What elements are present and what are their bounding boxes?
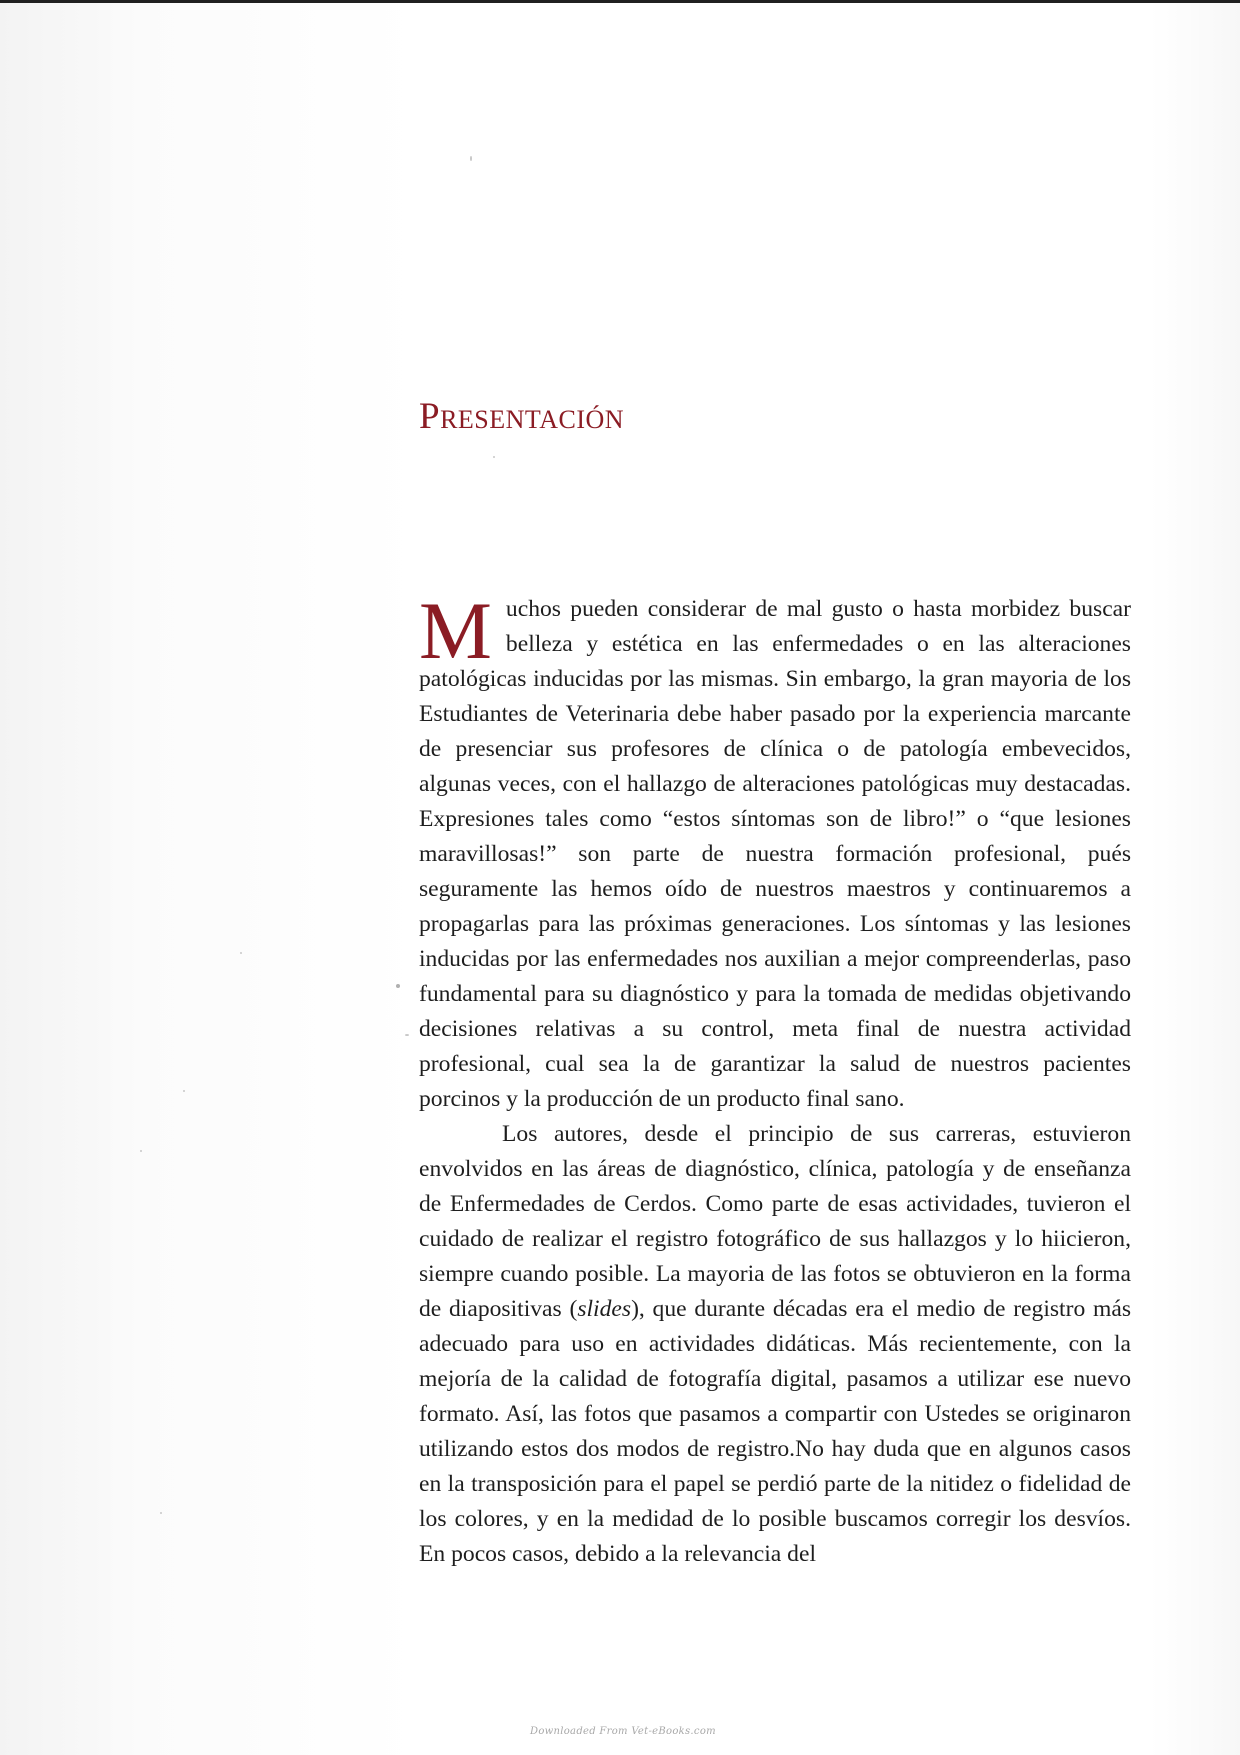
paragraph-2-italic: slides [577, 1296, 632, 1322]
paragraph-2-text-a: Los autores, desde el principio de sus carreras, estuvieron envolvidos en las áreas de diagnóstico, clínica, patología y de enseñanza de Enfermedades de Cerdos. Como parte de esas actividades, tuvieron el cuidado de realizar el registro fotográfico de sus hallazgos y lo hiicieron, siempre cuando posible. La mayoria de las fotos se obtuvieron en la forma de diapositivas ( [419, 1121, 1131, 1322]
footer-watermark: Downloaded From Vet-eBooks.com [530, 1726, 716, 1737]
paragraph-2-text-b: ), que durante décadas era el medio de registro más adecuado para uso en actividades didáticas. Más recientemente, con la mejoría de la calidad de fotografía digital, pasamos a utilizar ese nuevo formato. Así, las fotos que pasamos a compartir con Ustedes se originaron utilizando estos dos modos de registro.No hay duda que en algunos casos en la transposición para el papel se perdió parte de la nitidez o fidelidad de los colores, y en la medidad de lo posible buscamos corregir los desvíos. En pocos casos, debido a la relevancia del [419, 1296, 1132, 1567]
scan-speck [160, 1512, 162, 1514]
scan-speck [240, 952, 242, 954]
scan-speck [183, 1090, 185, 1092]
scan-speck [396, 984, 400, 988]
scan-speck [140, 1150, 142, 1152]
drop-cap: M [419, 585, 492, 676]
scan-speck [405, 1034, 409, 1036]
paragraph-1 [419, 585, 1131, 1117]
paragraph-1-text: uchos pueden considerar de mal gusto o hasta morbidez buscar belleza y estética en las enfermedades o en las alteraciones patológicas inducidas por las mismas. Sin embargo, la gran mayoria de los Estudiantes de Veterinaria debe haber pasado por la experiencia marcante de presenciar sus profesores de clínica o de patología embevecidos, algunas veces, con el hallazgo de alteraciones patológicas muy destacadas. Expresiones tales como “estos síntomas son de libro!” o “que lesiones maravillosas!” son parte de nuestra formación profesional, pués seguramente las hemos oído de nuestros maestros y continuaremos a propagarlas para las próximas generaciones. Los síntomas y las lesiones inducidas por las enfermedades nos auxilian a mejor compreenderlas, paso fundamental para su diagnóstico y para la tomada de medidas objetivando decisiones relativas a su control, meta final de nuestra actividad profesional, cual sea la de garantizar la salud de nuestros pacientes porcinos y la producción de un producto final sano. [419, 596, 1131, 1112]
page-title: Presentación [419, 396, 625, 437]
scan-speck [493, 456, 495, 458]
page-top-edge [0, 0, 1240, 3]
paragraph-2 [419, 1117, 1131, 1572]
scan-speck [470, 156, 472, 161]
body-text [419, 585, 1132, 1572]
